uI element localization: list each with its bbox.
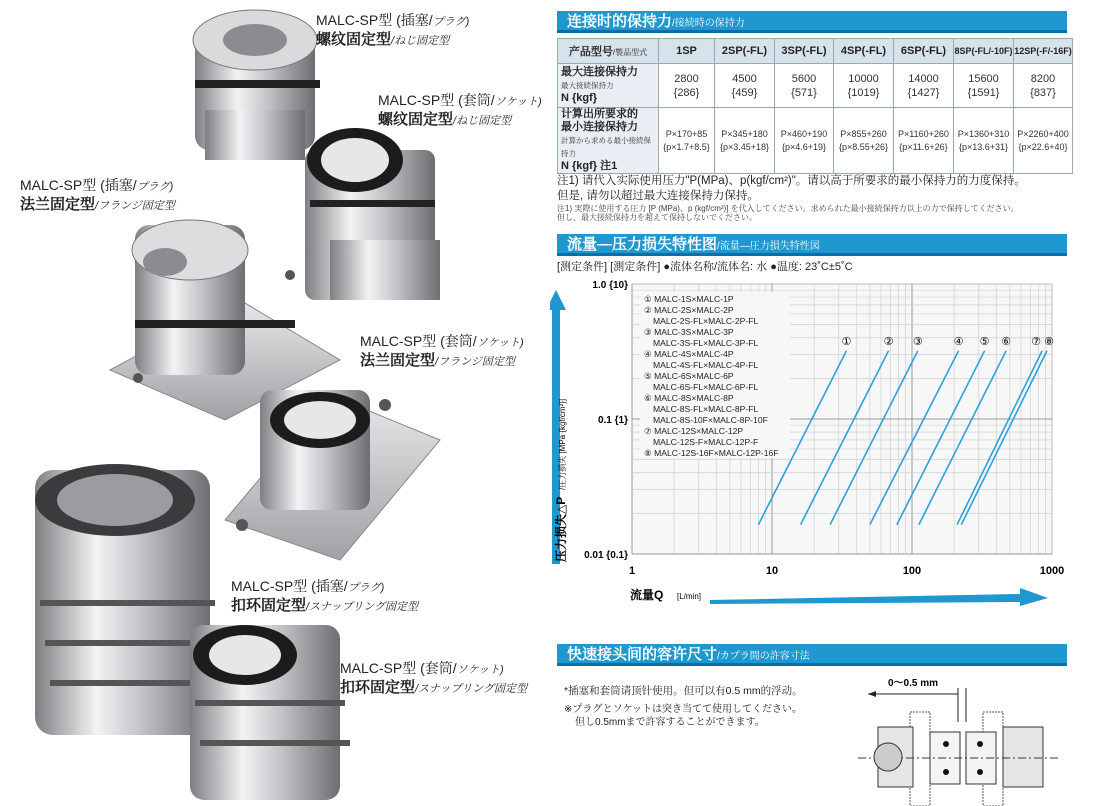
holding-force-table	[557, 38, 1073, 174]
col-head: 12SP(-F/-16F)	[1014, 39, 1073, 64]
legend-entry: ⑦ MALC-12S×MALC-12P	[644, 426, 744, 436]
legend-entry: ② MALC-2S×MALC-2P	[644, 305, 734, 315]
col-head: 6SP(-FL)	[894, 39, 954, 64]
socket-snapring-photo	[190, 625, 350, 800]
table-cell: P×460+190 {p×4.6+19}	[775, 108, 834, 174]
col-head: 4SP(-FL)	[834, 39, 894, 64]
x-axis-label: 流量Q	[630, 588, 664, 602]
table-cell: P×345+180 {p×3.45+18}	[715, 108, 775, 174]
note-2: 但是, 请勿以超过最大连接保持力保持。	[557, 190, 759, 202]
dimension-arrowhead	[868, 691, 876, 697]
table-corner: 产品型号/製品型式	[558, 39, 659, 64]
series-label: ①	[841, 335, 852, 348]
table-cell: 8200 {837}	[1014, 64, 1073, 108]
measurement-conditions: [测定条件] [測定条件] ●流体名称/流体名: 水 ●温度: 23˚C±5˚C	[557, 261, 853, 273]
table-cell: P×855+260 {p×8.55+26}	[834, 108, 894, 174]
y-tick-label: 1.0 {10}	[592, 280, 628, 291]
note-3: 注1) 実際に使用する圧力 [P (MPa)、p (kgf/cm²)] を代入してください。求められた最小接続保持力以上の力で保持してください。	[557, 204, 1019, 213]
table-header-row	[558, 39, 1073, 64]
product-label-3: MALC-SP型 (插塞/プラグ) 法兰固定型/フランジ固定型	[20, 177, 175, 213]
x-axis-arrow	[710, 588, 1048, 606]
series-label: ⑦	[1031, 335, 1042, 348]
legend-entry: ③ MALC-3S×MALC-3P	[644, 327, 734, 337]
table-cell: 10000 {1019}	[834, 64, 894, 108]
table-cell: 14000 {1427}	[894, 64, 954, 108]
table-cell: P×1360+310 {p×13.6+31}	[954, 108, 1014, 174]
table-cell: 4500 {459}	[715, 64, 775, 108]
x-tick-label: 100	[902, 565, 922, 577]
plug-thread-photo	[193, 10, 320, 160]
socket-flange-photo	[225, 390, 440, 560]
legend-entry: MALC-6S-FL×MALC-6P-FL	[653, 382, 759, 392]
note-1: 注1) 请代入实际使用压力"P(MPa)、p(kgf/cm²)"。请以高于所要求的最小保持力的力度保持。	[557, 175, 1026, 187]
row-head-min: 计算出所要求的 最小连接保持力 計算から求める最小接続保持力 N {kgf} 注1	[558, 108, 659, 174]
legend-entry: ⑥ MALC-8S×MALC-8P	[644, 393, 734, 403]
y-axis-unit: /圧力損失 [MPa {kgf/cm²}]	[558, 398, 567, 490]
section-flow-chart-header: 流量—压力损失特性图/流量—圧力損失特性図	[557, 234, 1067, 256]
series-label: ④	[953, 335, 964, 348]
series-label: ②	[883, 335, 894, 348]
x-tick-label: 10	[765, 565, 779, 577]
legend-entry: ⑧ MALC-12S-16F×MALC-12P-16F	[644, 448, 779, 458]
table-row	[558, 108, 1073, 174]
tolerance-note-1: *插塞和套筒请顶针使用。但可以有0.5 mm的浮动。	[564, 685, 803, 697]
product-label-6: MALC-SP型 (套筒/ソケット) 扣环固定型/スナップリング固定型	[340, 660, 527, 696]
series-label: ③	[912, 335, 923, 348]
tolerance-note-2: ※プラグとソケットは突き当てて使用してください。	[564, 704, 802, 715]
x-axis-unit: [L/min]	[677, 592, 702, 601]
product-label-1: MALC-SP型 (插塞/プラグ) 螺纹固定型/ねじ固定型	[316, 12, 470, 48]
legend-entry: MALC-8S-10F×MALC-8P-10F	[653, 415, 768, 425]
legend-entry: MALC-12S-F×MALC-12P-F	[653, 437, 759, 447]
note-4: 但し、最大接続保持力を超えて保持しないでください。	[557, 213, 757, 222]
product-label-5: MALC-SP型 (插塞/プラグ) 扣环固定型/スナップリング固定型	[231, 578, 418, 614]
y-axis-label: 压力损失△P	[554, 496, 568, 562]
legend-entry: ⑤ MALC-6S×MALC-6P	[644, 371, 734, 381]
x-tick-label: 1	[628, 565, 636, 577]
col-head: 1SP	[659, 39, 715, 64]
table-cell: 15600 {1591}	[954, 64, 1014, 108]
series-label: ⑧	[1043, 335, 1054, 348]
legend-entry: MALC-4S-FL×MALC-4P-FL	[653, 360, 759, 370]
coupler-section-drawing	[858, 712, 1058, 806]
tolerance-note-3: 但し0.5mmまで許容することができます。	[575, 717, 765, 728]
col-head: 8SP(-FL/-10F)	[954, 39, 1014, 64]
series-label: ⑥	[1001, 335, 1012, 348]
socket-thread-photo	[305, 128, 440, 300]
product-label-4: MALC-SP型 (套筒/ソケット) 法兰固定型/フランジ固定型	[360, 333, 524, 369]
x-tick-label: 1000	[1039, 565, 1065, 577]
chart-legend	[640, 292, 790, 458]
legend-entry: MALC-8S-FL×MALC-8P-FL	[653, 404, 759, 414]
dimension-label: 0～0.5 mm	[888, 678, 939, 689]
legend-entry: MALC-2S-FL×MALC-2P-FL	[653, 316, 759, 326]
table-cell: P×1160+260 {p×11.6+26}	[894, 108, 954, 174]
legend-entry: ① MALC-1S×MALC-1P	[644, 294, 734, 304]
table-cell: 2800 {286}	[659, 64, 715, 108]
section-tolerance-header: 快速接头间的容许尺寸/カプラ間の許容寸法	[557, 644, 1067, 666]
tolerance-diagram	[848, 672, 1068, 806]
table-row	[558, 64, 1073, 108]
flow-pressure-chart	[550, 272, 1080, 612]
legend-entry: ④ MALC-4S×MALC-4P	[644, 349, 734, 359]
y-tick-label: 0.1 {1}	[597, 415, 628, 426]
row-head-max: 最大连接保持力 最大接続保持力 N {kgf}	[558, 64, 659, 108]
table-cell: 5600 {571}	[775, 64, 834, 108]
y-tick-label: 0.01 {0.1}	[584, 550, 628, 561]
table-cell: P×170+85 {p×1.7+8.5}	[659, 108, 715, 174]
col-head: 3SP(-FL)	[775, 39, 834, 64]
series-label: ⑤	[979, 335, 990, 348]
section-holding-force-header: 连接时的保持力/接続時の保持力	[557, 11, 1067, 33]
table-cell: P×2260+400 {p×22.6+40}	[1014, 108, 1073, 174]
col-head: 2SP(-FL)	[715, 39, 775, 64]
legend-entry: MALC-3S-FL×MALC-3P-FL	[653, 338, 759, 348]
product-label-2: MALC-SP型 (套筒/ソケット) 螺纹固定型/ねじ固定型	[378, 92, 542, 128]
